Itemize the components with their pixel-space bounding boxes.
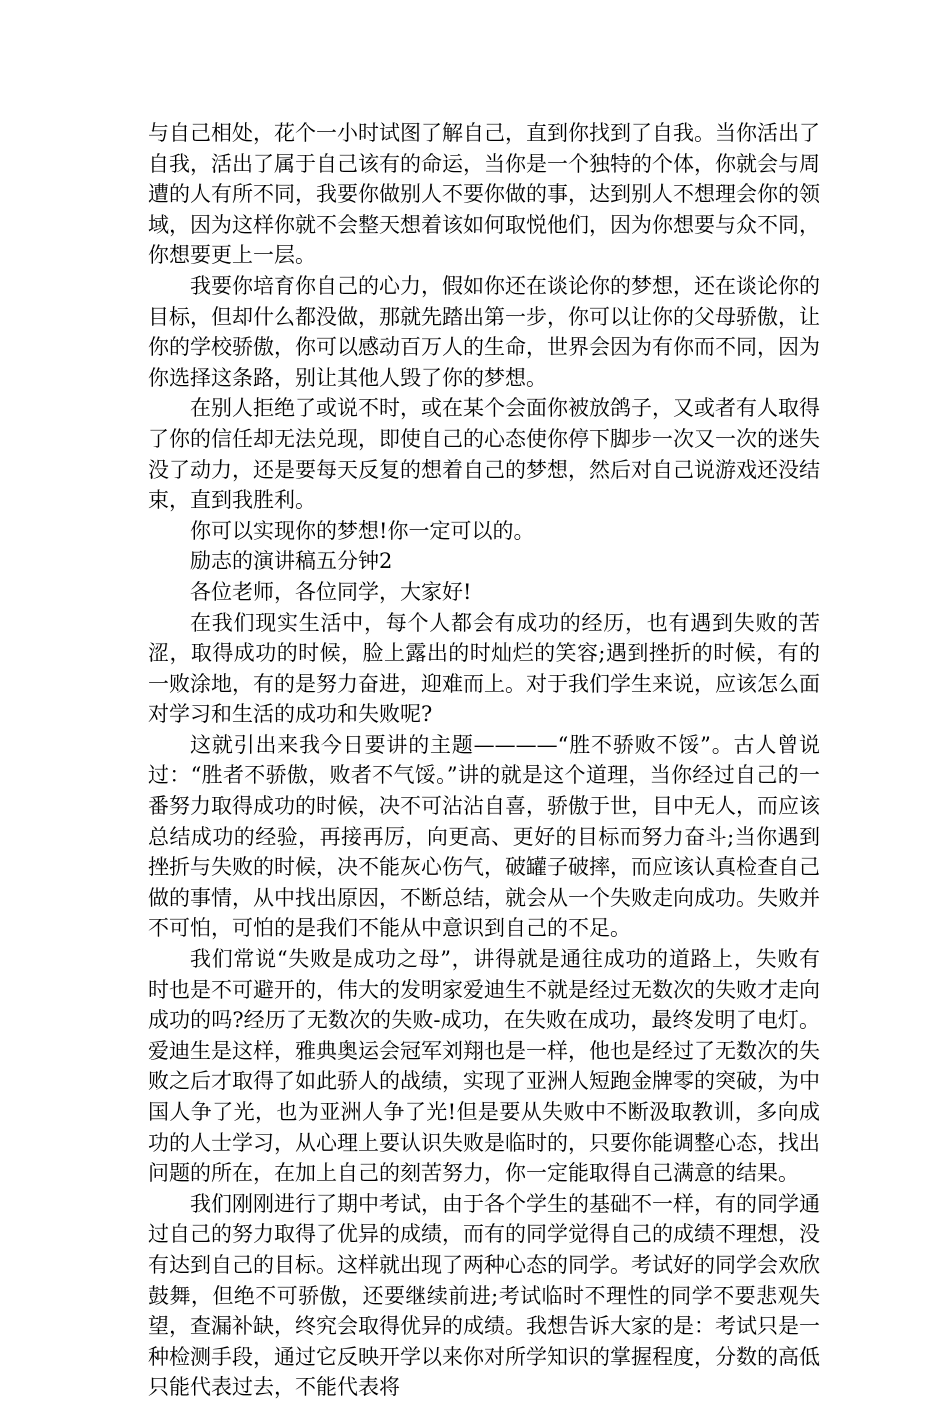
paragraph-keep-dreaming: 在别人拒绝了或说不时，或在某个会面你被放鸽子，又或者有人取得了你的信任却无法兑现，即使自己的心态使你停下脚步一次又一次的迷失没了动力，还是要每天反复的想着自己的梦想，然后对自己说游戏还没结束，直到我胜利。 xyxy=(148,396,820,513)
paragraph-cultivate-heart: 我要你培育你自己的心力，假如你还在谈论你的梦想，还在谈论你的目标，但却什么都没做，那就先踏出第一步，你可以让你的父母骄傲，让你的学校骄傲，你可以感动百万人的生命，世界会因为有你而不同，因为你选择这条路，别让其他人毁了你的梦想。 xyxy=(148,273,820,390)
paragraph-midterm-exam: 我们刚刚进行了期中考试，由于各个学生的基础不一样，有的同学通过自己的努力取得了优异的成绩，而有的同学觉得自己的成绩不理想，没有达到自己的目标。这样就出现了两种心态的同学。考试好的同学会欢欣鼓舞，但绝不可骄傲，还要继续前进;考试临时不理性的同学不要悲观失望，查漏补缺，终究会取得优异的成绩。我想告诉大家的是：考试只是一种检测手段，通过它反映开学以来你对所学知识的掌握程度，分数的高低只能代表过去，不能代表将 xyxy=(148,1191,820,1400)
paragraph-failure-mother: 我们常说“失败是成功之母”，讲得就是通往成功的道路上，失败有时也是不可避开的，伟大的发明家爱迪生不就是经过无数次的失败才走向成功的吗?经历了无数次的失败-成功，在失败在成功，最终发明了电灯。爱迪生是这样，雅典奥运会冠军刘翔也是一样，他也是经过了无数次的失败之后才取得了如此骄人的战绩，实现了亚洲人短跑金牌零的突破，为中国人争了光，也为亚洲人争了光!但是要从失败中不断汲取教训，多向成功的人士学习，从心理上要认识失败是临时的，只要你能调整心态，找出问题的所在，在加上自己的刻苦努力，你一定能取得自己满意的结果。 xyxy=(148,947,820,1186)
paragraph-success-failure: 在我们现实生活中，每个人都会有成功的经历，也有遇到失败的苦涩，取得成功的时候，脸上露出的时灿烂的笑容;遇到挫折的时候，有的一败涂地，有的是努力奋进，迎难而上。对于我们学生来说，应该怎么面对学习和生活的成功和失败呢? xyxy=(148,610,820,727)
document-page xyxy=(148,118,820,1403)
paragraph-greeting: 各位老师，各位同学，大家好! xyxy=(190,579,472,604)
paragraph-self-discovery: 与自己相处，花个一小时试图了解自己，直到你找到了自我。当你活出了自我，活出了属于自己该有的命运，当你是一个独特的个体，你就会与周遭的人有所不同，我要你做别人不要你做的事，达到别人不想理会你的领域，因为这样你就不会整天想着该如何取悦他们，因为你想要与众不同，你想要更上一层。 xyxy=(148,121,820,268)
section-heading: 励志的演讲稿五分钟2 xyxy=(190,549,393,574)
paragraph-main-theme: 这就引出来我今日要讲的主题————“胜不骄败不馁”。古人曾说过：“胜者不骄傲，败者不气馁。”讲的就是这个道理，当你经过自己的一番努力取得成功的时候，决不可沾沾自喜，骄傲于世，目中无人，而应该总结成功的经验，再接再厉，向更高、更好的目标而努力奋斗;当你遇到挫折与失败的时候，决不能灰心伤气，破罐子破摔，而应该认真检查自己做的事情，从中找出原因，不断总结，就会从一个失败走向成功。失败并不可怕，可怕的是我们不能从中意识到自己的不足。 xyxy=(148,732,820,941)
paragraph-you-can: 你可以实现你的梦想!你一定可以的。 xyxy=(190,518,535,543)
